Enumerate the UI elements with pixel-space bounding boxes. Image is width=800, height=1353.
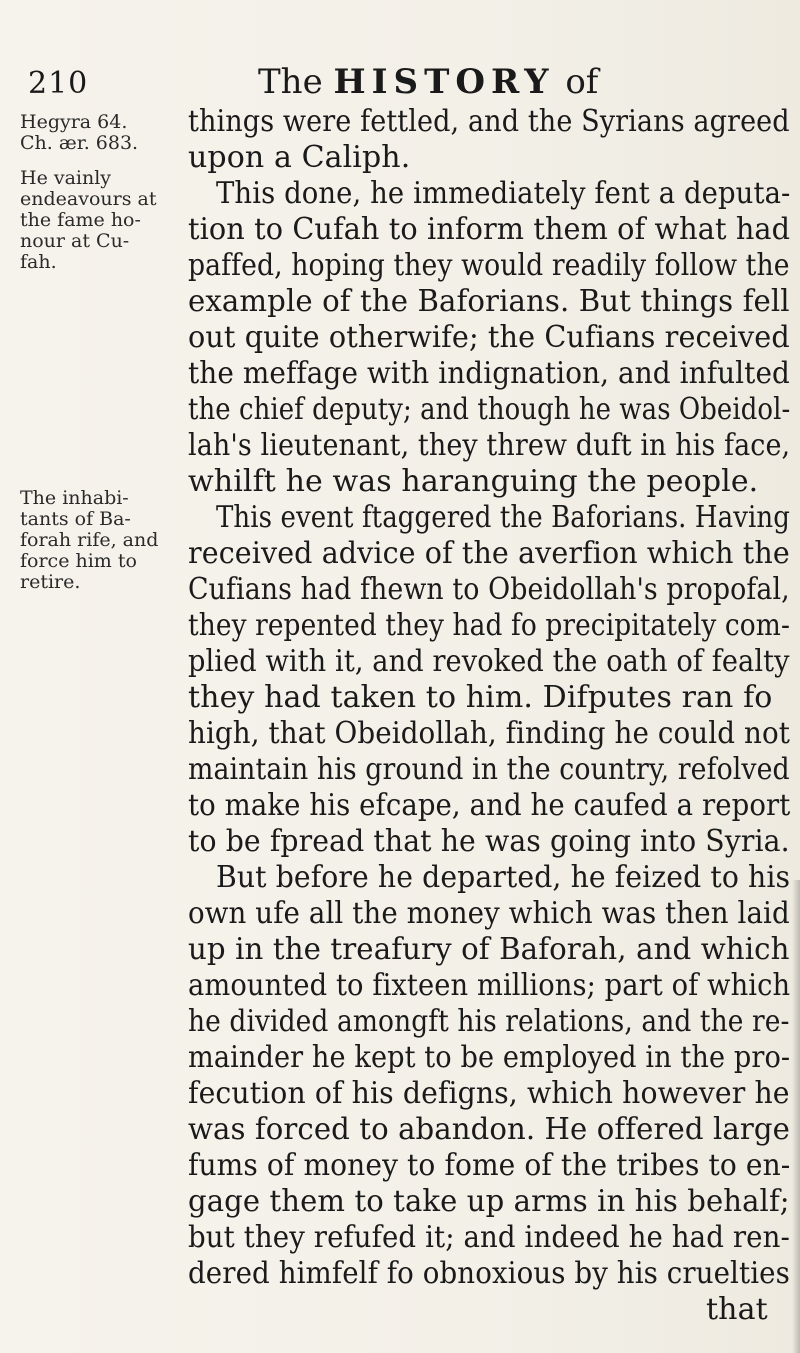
body-line: high, that Obeidollah, finding he could not	[188, 716, 790, 751]
body-line: This event ftaggered the Baforians. Having	[216, 500, 790, 535]
body-line: example of the Baforians. But things fell	[188, 284, 790, 319]
margin-note-vainly-5: fah.	[20, 251, 57, 273]
body-line: he divided amongft his relations, and the re-	[188, 1004, 790, 1039]
body-line: received advice of the averfion which the	[188, 536, 790, 571]
margin-note-inhabitants-5: retire.	[20, 571, 81, 593]
body-line: they had taken to him. Difputes ran fo	[188, 680, 773, 715]
title-caps: HISTORY	[333, 62, 555, 102]
body-line: tion to Cufah to inform them of what had	[188, 212, 791, 247]
body-line: own ufe all the money which was then laid	[188, 896, 790, 931]
body-line: up in the treafury of Baforah, and which	[188, 932, 790, 967]
body-line: But before he departed, he feized to his	[216, 860, 791, 895]
body-line: upon a Caliph.	[188, 140, 411, 175]
title-suffix: of	[565, 62, 599, 102]
body-line: but they refufed it; and indeed he had ren-	[188, 1220, 790, 1255]
margin-note-vainly-3: the fame ho-	[20, 209, 141, 231]
catchword: that	[706, 1292, 768, 1327]
body-line: out quite otherwife; the Cufians received	[188, 320, 790, 355]
body-line: the chief deputy; and though he was Obeidol-	[188, 392, 791, 427]
body-line: fums of money to fome of the tribes to en-	[188, 1148, 791, 1183]
body-line: amounted to fixteen millions; part of which	[188, 968, 791, 1003]
body-line: dered himfelf fo obnoxious by his cruelties	[188, 1256, 790, 1291]
body-line: fecution of his defigns, which however he	[188, 1076, 790, 1111]
margin-note-hegyra-2: Ch. ær. 683.	[20, 132, 139, 154]
body-line: to make his efcape, and he caufed a report	[188, 788, 791, 823]
margin-note-inhabitants-2: tants of Ba-	[20, 508, 131, 530]
body-line: maintain his ground in the country, refolved	[188, 752, 790, 787]
body-line: they repented they had fo precipitately com-	[188, 608, 790, 643]
body-line: whilft he was haranguing the people.	[188, 464, 759, 499]
body-line: plied with it, and revoked the oath of fealty	[188, 644, 790, 679]
body-line: was forced to abandon. He offered large	[188, 1112, 790, 1147]
margin-note-inhabitants-1: The inhabi-	[20, 487, 129, 509]
page-edge-shadow	[792, 880, 800, 1353]
body-line: to be fpread that he was going into Syria.	[188, 824, 790, 859]
margin-note-vainly-4: nour at Cu-	[20, 230, 130, 252]
margin-note-inhabitants-4: force him to	[20, 550, 137, 572]
body-line: things were fettled, and the Syrians agreed	[188, 104, 790, 139]
margin-note-hegyra-1: Hegyra 64.	[20, 111, 128, 133]
margin-note-vainly-1: He vainly	[20, 167, 112, 189]
body-line: This done, he immediately fent a deputa-	[216, 176, 791, 211]
body-line: gage them to take up arms in his behalf;	[188, 1184, 790, 1219]
body-line: lah's lieutenant, they threw duft in his face,	[188, 428, 791, 463]
running-head	[0, 62, 800, 102]
running-head-title	[258, 62, 598, 102]
margin-note-vainly-2: endeavours at	[20, 188, 157, 210]
margin-note-inhabitants-3: forah rife, and	[20, 529, 159, 551]
title-prefix: The	[258, 62, 323, 102]
body-line: mainder he kept to be employed in the pro-	[188, 1040, 791, 1075]
body-line: the meffage with indignation, and infulted	[188, 356, 790, 391]
body-line: Cufians had fhewn to Obeidollah's propofal,	[188, 572, 790, 607]
body-line: paffed, hoping they would readily follow the	[188, 248, 790, 283]
page-number: 210	[28, 66, 89, 101]
